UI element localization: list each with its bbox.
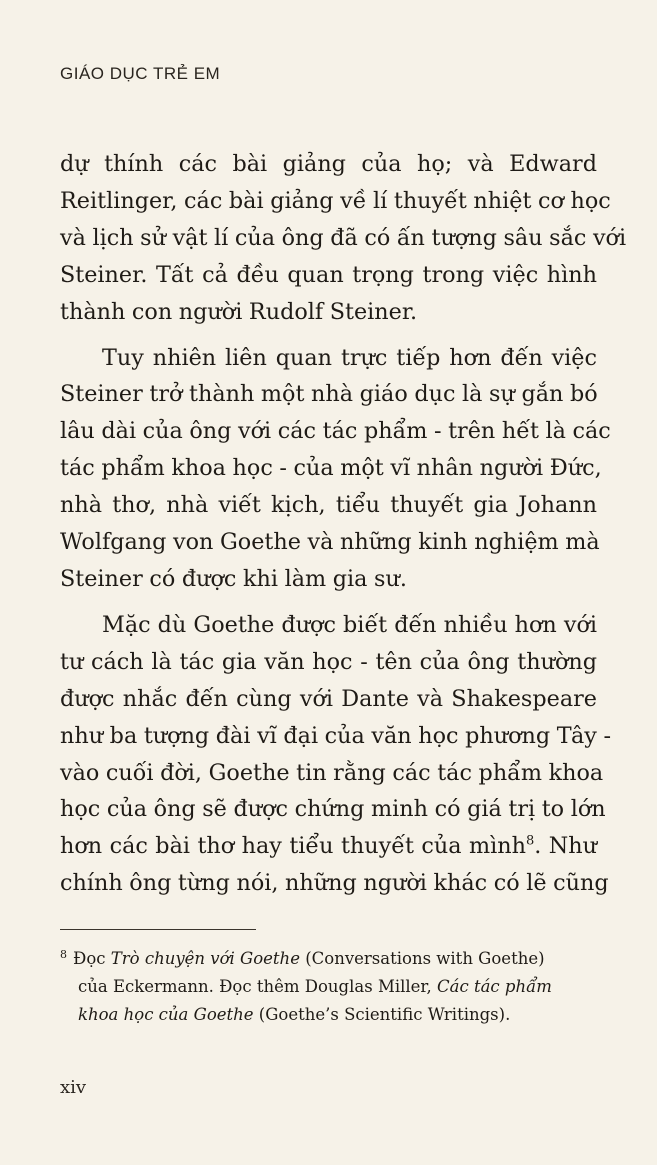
text-line: Steiner trở thành một nhà giáo dục là sự gắn bó <box>60 381 598 408</box>
footnote-reference[interactable]: 8 <box>525 833 535 849</box>
text-line: và lịch sử vật lí của ông đã có ấn tượng sâu sắc với <box>60 224 627 251</box>
footnote-book-title: Trò chuyện với Goethe <box>110 949 300 968</box>
footnote-line <box>60 973 605 1001</box>
text-line: Steiner. Tất cả đều quan trọng trong việc hình <box>60 261 597 288</box>
text-line: chính ông từng nói, những người khác có lẽ cũng <box>60 870 609 897</box>
paragraph-1 <box>60 146 627 331</box>
page-number: xiv <box>60 1077 87 1098</box>
footnote-line <box>60 945 605 973</box>
footnote-book-title: Các tác phẩm <box>437 977 552 996</box>
text-line: được nhắc đến cùng với Dante và Shakespeare <box>60 685 597 712</box>
footnote-text: Đọc <box>73 949 106 968</box>
paragraph-3 <box>60 607 611 902</box>
paragraph-2 <box>60 340 611 598</box>
text-line-with-footnote <box>60 828 597 865</box>
text-line: tác phẩm khoa học - của một vĩ nhân người Đức, <box>60 455 602 482</box>
footnote-book-title: khoa học của Goethe <box>78 1005 254 1024</box>
text-line: Wolfgang von Goethe và những kinh nghiệm mà <box>60 529 600 556</box>
text-line: vào cuối đời, Goethe tin rằng các tác phẩm khoa <box>60 759 604 786</box>
text-line: Reitlinger, các bài giảng về lí thuyết nhiệt cơ học <box>60 187 611 214</box>
footnote <box>60 945 605 1029</box>
text-fragment: hơn các bài thơ hay tiểu thuyết của mình <box>60 833 526 860</box>
footnote-text: (Conversations with Goethe) <box>305 949 545 968</box>
text-fragment: . Như <box>534 833 597 860</box>
text-line: tư cách là tác gia văn học - tên của ông thường <box>60 648 597 675</box>
footnote-line <box>60 1001 605 1029</box>
text-line: Tuy nhiên liên quan trực tiếp hơn đến việc <box>102 344 597 371</box>
text-line: Mặc dù Goethe được biết đến nhiều hơn với <box>102 611 597 638</box>
footnote-number: 8 <box>60 947 67 961</box>
text-line: nhà thơ, nhà viết kịch, tiểu thuyết gia Johann <box>60 492 597 519</box>
text-line: dự thính các bài giảng của họ; và Edward <box>60 151 597 177</box>
text-line: như ba tượng đài vĩ đại của văn học phương Tây - <box>60 722 611 749</box>
text-line: lâu dài của ông với các tác phẩm - trên hết là các <box>60 418 611 445</box>
body-text <box>60 146 627 911</box>
footnote-text: (Goethe’s Scientific Writings). <box>258 1005 511 1024</box>
text-line: Steiner có được khi làm gia sư. <box>60 565 407 592</box>
text-line: thành con người Rudolf Steiner. <box>60 298 418 325</box>
footnote-text: của Eckermann. Đọc thêm Douglas Miller, <box>78 977 432 996</box>
text-line: học của ông sẽ được chứng minh có giá trị to lớn <box>60 796 606 823</box>
footnote-divider <box>60 929 256 930</box>
running-header: GIÁO DỤC TRẺ EM <box>60 64 221 83</box>
